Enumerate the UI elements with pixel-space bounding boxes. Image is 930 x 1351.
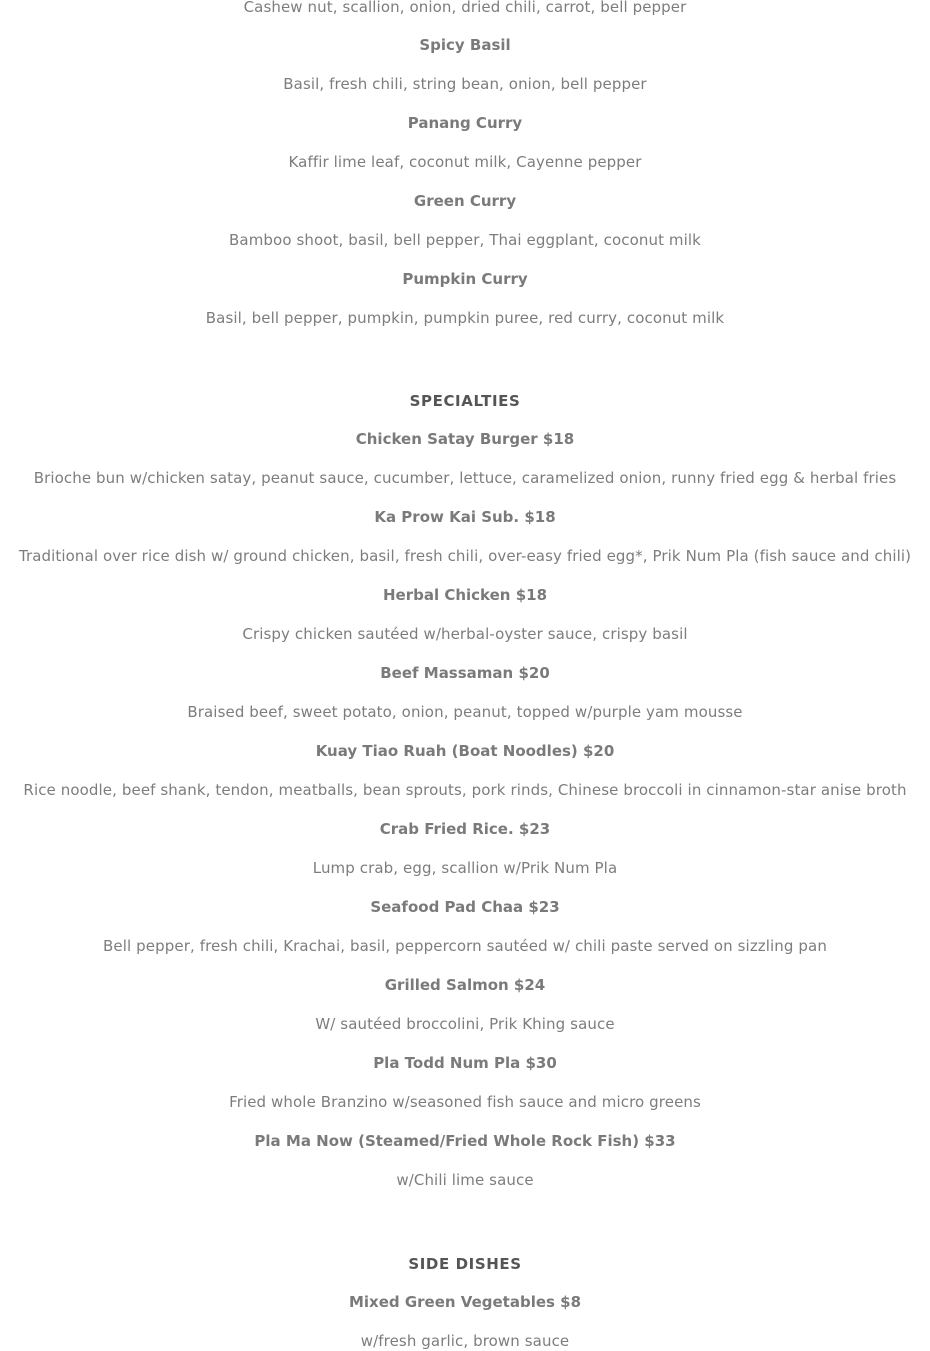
item-description: Lump crab, egg, scallion w/Prik Num Pla (312, 859, 618, 877)
item-description: Kaffir lime leaf, coconut milk, Cayenne pepper (288, 153, 642, 171)
item-description: Fried whole Branzino w/seasoned fish sauce and micro greens (229, 1093, 701, 1111)
item-name: Pla Ma Now (Steamed/Fried Whole Rock Fish) $33 (254, 1132, 676, 1150)
item-name: Crab Fried Rice. $23 (379, 820, 551, 838)
item-name: Herbal Chicken $18 (382, 586, 548, 604)
section-title-specialties: SPECIALTIES (409, 392, 521, 410)
item-name: Panang Curry (407, 114, 523, 132)
item-description: Bamboo shoot, basil, bell pepper, Thai eggplant, coconut milk (229, 231, 701, 249)
item-name: Kuay Tiao Ruah (Boat Noodles) $20 (315, 742, 615, 760)
item-description: Crispy chicken sautéed w/herbal-oyster sauce, crispy basil (242, 625, 688, 643)
item-name: Grilled Salmon $24 (384, 976, 546, 994)
item-description: Cashew nut, scallion, onion, dried chili, carrot, bell pepper (243, 0, 687, 16)
item-name: Ka Prow Kai Sub. $18 (374, 508, 556, 526)
item-name: Seafood Pad Chaa $23 (370, 898, 560, 916)
item-description: w/fresh garlic, brown sauce (360, 1332, 570, 1350)
item-name: Pumpkin Curry (402, 270, 528, 288)
item-description: w/Chili lime sauce (396, 1171, 534, 1189)
item-description: Rice noodle, beef shank, tendon, meatballs, bean sprouts, pork rinds, Chinese broccoli in cinnamon-star anise broth (23, 781, 907, 799)
item-name: Green Curry (413, 192, 517, 210)
item-description: Basil, bell pepper, pumpkin, pumpkin puree, red curry, coconut milk (205, 309, 725, 327)
item-name: Beef Massaman $20 (380, 664, 550, 682)
item-description: Basil, fresh chili, string bean, onion, bell pepper (283, 75, 647, 93)
item-name: Spicy Basil (419, 36, 511, 54)
item-description: Braised beef, sweet potato, onion, peanut, topped w/purple yam mousse (187, 703, 743, 721)
item-name: Chicken Satay Burger $18 (355, 430, 575, 448)
item-name: Mixed Green Vegetables $8 (348, 1293, 582, 1311)
item-description: Traditional over rice dish w/ ground chicken, basil, fresh chili, over-easy fried egg*, Prik Num Pla (fish sauce and chili) (18, 547, 912, 565)
item-description: Brioche bun w/chicken satay, peanut sauce, cucumber, lettuce, caramelized onion, runny fried egg & herbal fries (33, 469, 897, 487)
item-description: W/ sautéed broccolini, Prik Khing sauce (315, 1015, 615, 1033)
section-title-side-dishes: SIDE DISHES (408, 1255, 522, 1273)
item-name: Pla Todd Num Pla $30 (373, 1054, 557, 1072)
item-description: Bell pepper, fresh chili, Krachai, basil, peppercorn sautéed w/ chili paste served on sizzling pan (103, 937, 827, 955)
